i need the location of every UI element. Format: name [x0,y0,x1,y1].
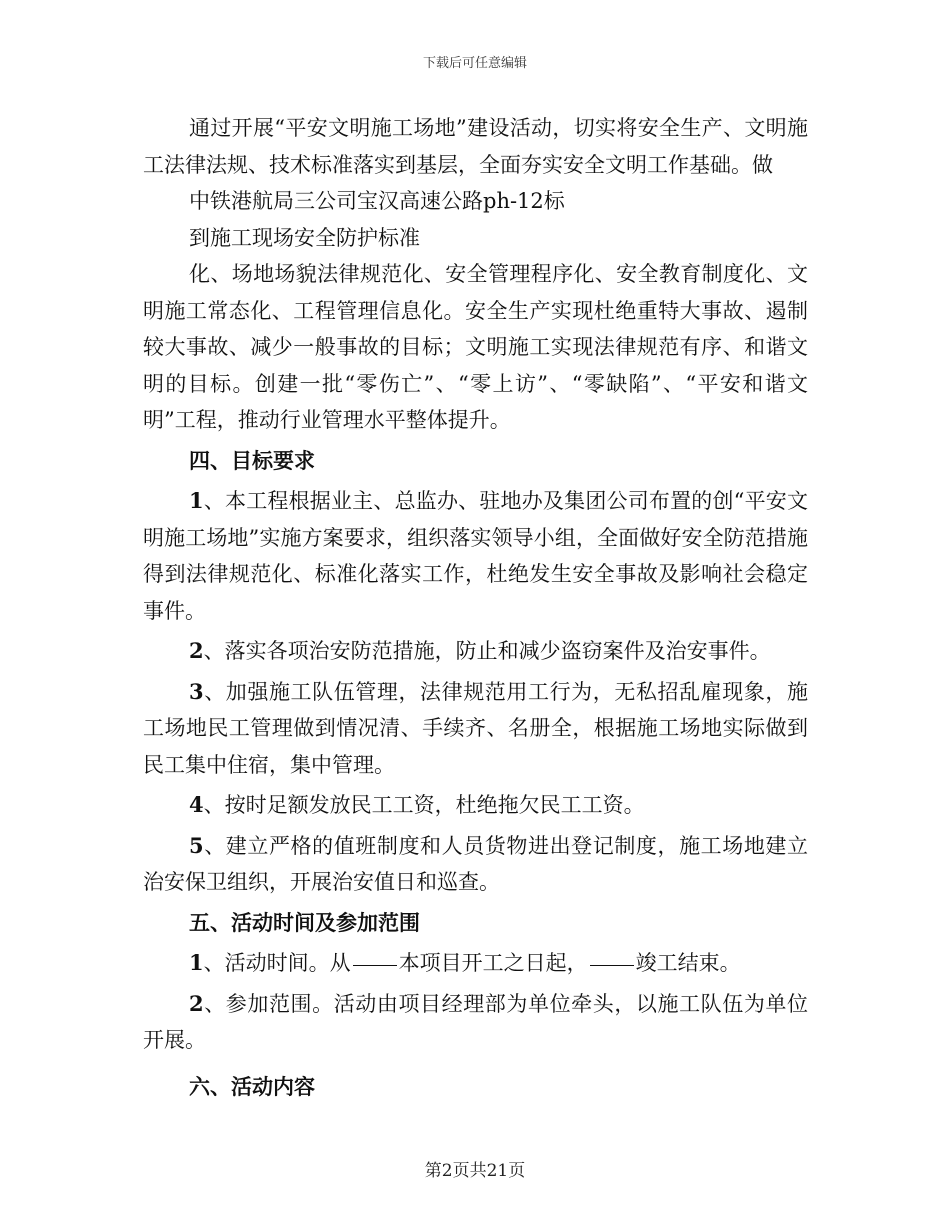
item-text: 、参加范围。活动由项目经理部为单位牵头，以施工队伍为单位开展。 [143,991,808,1052]
requirement-item-1 [143,483,808,629]
item-text: 本项目开工之日起， [398,951,588,975]
participation-scope-item [143,986,808,1059]
goals-paragraph: 化、场地场貌法律规范化、安全管理程序化、安全教育制度化、文明施工常态化、工程管理信息化。安全生产实现杜绝重特大事故、遏制较大事故、减少一般事故的目标；文明施工实现法律规范有序、和谐文明的目标。创建一批“零伤亡”、“零上访”、“零缺陷”、“平安和谐文明”工程，推动行业管理水平整体提升。 [143,262,808,432]
requirement-item-5 [143,828,808,901]
section-heading-4: 四、目标要求 [189,447,315,473]
item-number: 3 [189,678,204,704]
item-text: 、本工程根据业主、总监办、驻地办及集团公司布置的创“平安文明施工场地”实施方案要求，组织落实领导小组，全面做好安全防范措施得到法律规范化、标准化落实工作，杜绝发生安全事故及影响社会稳定事件。 [143,489,808,623]
blank-underline [353,965,397,966]
section-heading-5: 五、活动时间及参加范围 [189,909,420,935]
item-number: 2 [189,638,204,663]
item-number: 4 [189,792,204,817]
standard-line: 到施工现场安全防护标准 [189,225,420,250]
requirement-item-3 [143,674,808,784]
item-text: 、落实各项治安防范措施，防止和减少盗窃案件及治安事件。 [203,639,771,663]
item-text: 、加强施工队伍管理，法律规范用工行为，无私招乱雇现象，施工场地民工管理做到情况清、手续齐、名册全，根据施工场地实际做到民工集中住宿，集中管理。 [143,679,808,777]
item-number: 1 [189,488,204,513]
activity-time-item [143,945,808,982]
section-heading-6: 六、活动内容 [189,1073,315,1099]
page-footer: 第2页共21页 [424,1161,526,1181]
item-text: 、按时足额发放民工工资，杜绝拖欠民工工资。 [203,793,645,817]
document-body [143,110,808,1105]
item-number: 1 [189,950,204,975]
item-text: 、建立严格的值班制度和人员货物进出登记制度，施工场地建立治安保卫组织，开展治安值日和巡查。 [143,833,808,894]
item-text: 竣工结束。 [635,951,741,975]
item-text: 、活动时间。从 [203,951,351,975]
requirement-item-2 [143,633,808,670]
item-number: 5 [189,832,204,858]
blank-underline [590,965,634,966]
intro-paragraph: 通过开展“平安文明施工场地”建设活动，切实将安全生产、文明施工法律法规、技术标准落实到基层，全面夯实安全文明工作基础。做 [143,116,808,177]
project-name-line: 中铁港航局三公司宝汉高速公路ph-12标 [189,189,565,213]
item-number: 2 [189,990,204,1016]
requirement-item-4 [143,787,808,824]
page-header: 下载后可任意编辑 [422,56,527,71]
